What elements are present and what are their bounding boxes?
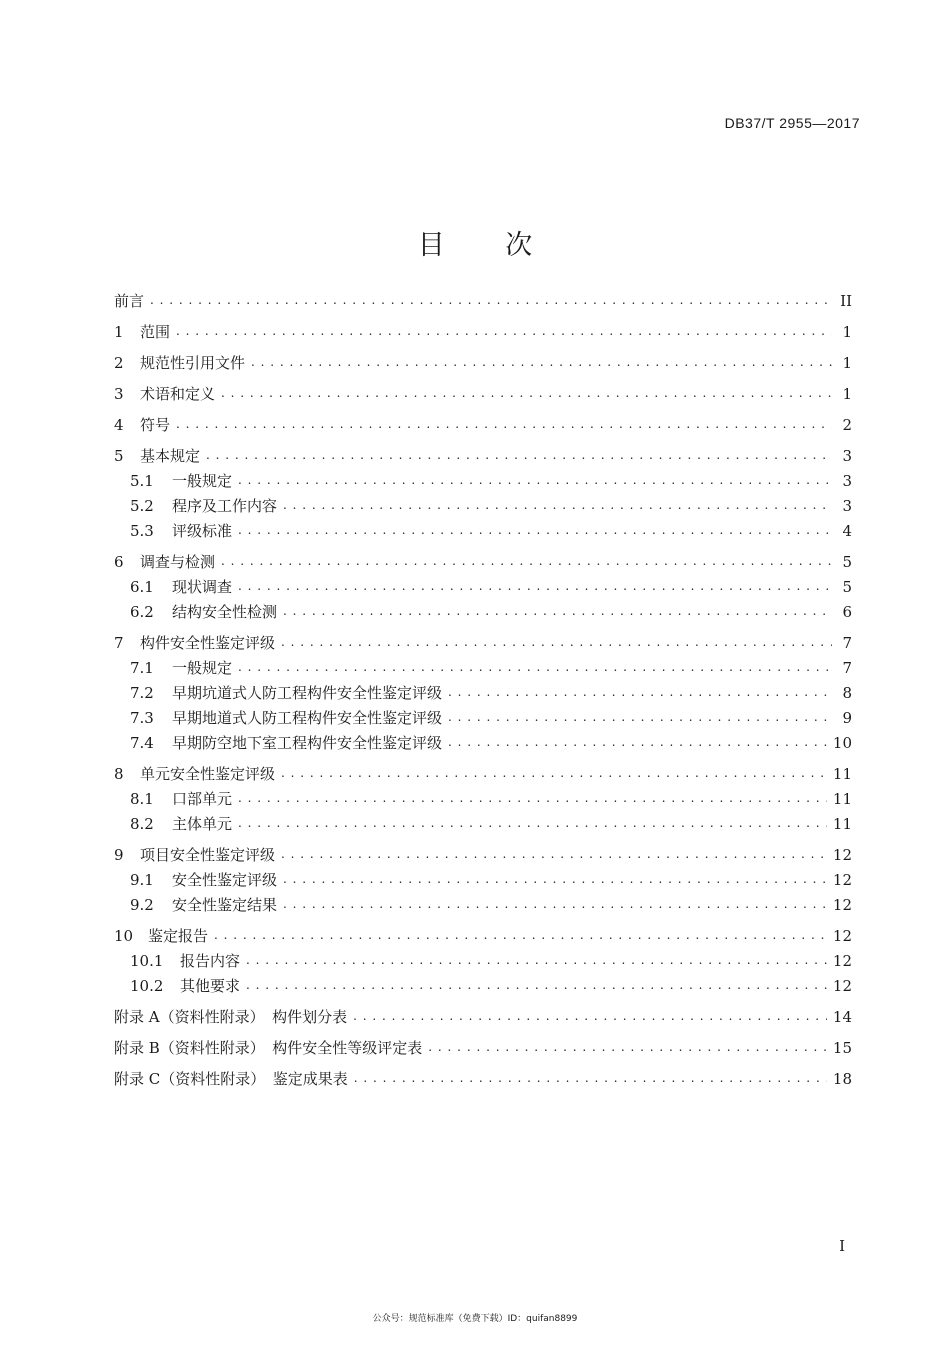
toc-dot-leader [246,953,827,967]
toc-entry-number: 7.2 [130,684,154,702]
toc-entry-label: 规范性引用文件 [140,354,246,372]
toc-entry-number: 3 [114,385,124,403]
toc-entry-number: 10.2 [130,977,164,995]
toc-entry-page: 2 [842,416,852,434]
toc-entry-page: 3 [842,472,852,490]
toc-entry-label: 基本规定 [140,447,201,465]
toc-entry-page: 12 [832,896,852,914]
toc-entry-label: 项目安全性鉴定评级 [140,846,276,864]
toc-entry-number: 4 [114,416,124,434]
toc-entry-label: 评级标准 [172,522,233,540]
toc-entry-number: 8.1 [130,790,154,808]
toc-entry-page: 1 [842,385,852,403]
toc-dot-leader [221,554,832,568]
toc-entry-page: 3 [842,497,852,515]
toc-entry-page: 12 [832,977,852,995]
toc-entry-number: 7.3 [130,709,154,727]
toc-entry-number: 8.2 [130,815,154,833]
toc-entry[interactable] [114,890,852,915]
toc-entry-label: 一般规定 [172,472,233,490]
toc-entry-label: 主体单元 [172,815,233,833]
toc-entry-label: 口部单元 [172,790,233,808]
toc-entry-label: 早期防空地下室工程构件安全性鉴定评级 [172,734,443,752]
toc-entry-label: 附录 A（资料性附录） 构件划分表 [114,1008,348,1026]
toc-entry[interactable] [114,516,852,541]
page-folio: I [839,1237,845,1255]
toc-entry-page: 11 [832,765,852,783]
toc-entry[interactable] [114,547,852,572]
toc-entry[interactable] [114,379,852,404]
toc-dot-leader [354,1071,827,1085]
toc-entry-label: 报告内容 [180,952,241,970]
toc-entry-label: 附录 C（资料性附录） 鉴定成果表 [114,1070,348,1088]
toc-entry-number: 9 [114,846,124,864]
toc-entry[interactable] [114,410,852,435]
toc-dot-leader [448,685,832,699]
table-of-contents [114,286,852,1089]
toc-dot-leader [214,928,827,942]
toc-entry-page: 3 [842,447,852,465]
toc-dot-leader [176,324,832,338]
toc-entry-page: 5 [842,578,852,596]
toc-entry-number: 10 [114,927,134,945]
toc-entry-number: 7 [114,634,124,652]
toc-entry[interactable] [114,286,852,311]
toc-entry-label: 单元安全性鉴定评级 [140,765,276,783]
toc-entry[interactable] [114,1064,852,1089]
toc-entry[interactable] [114,865,852,890]
toc-entry-number: 1 [114,323,124,341]
toc-entry-page: 12 [832,846,852,864]
toc-entry-number: 10.1 [130,952,164,970]
toc-entry[interactable] [114,784,852,809]
toc-entry-page: 11 [832,790,852,808]
toc-entry[interactable] [114,628,852,653]
toc-entry-page: 7 [842,634,852,652]
toc-entry-number: 7.4 [130,734,154,752]
toc-entry-label: 其他要求 [180,977,241,995]
toc-entry[interactable] [114,759,852,784]
toc-entry-page: 1 [842,354,852,372]
toc-entry-label: 早期坑道式人防工程构件安全性鉴定评级 [172,684,443,702]
toc-entry-page: 7 [842,659,852,677]
toc-entry-page: 10 [832,734,852,752]
toc-entry-number: 5.2 [130,497,154,515]
toc-entry-page: 8 [842,684,852,702]
toc-entry[interactable] [114,466,852,491]
toc-entry[interactable] [114,1002,852,1027]
toc-dot-leader [221,386,832,400]
toc-entry-number: 6.1 [130,578,154,596]
toc-entry-page: 4 [842,522,852,540]
footer-note: 公众号：规范标准库（免费下载）ID：quifan8899 [372,1314,578,1324]
toc-entry-page: 6 [842,603,852,621]
toc-dot-leader [238,473,832,487]
toc-dot-leader [283,872,827,886]
toc-dot-leader [246,978,827,992]
toc-entry[interactable] [114,921,852,946]
toc-entry-number: 9.1 [130,871,154,889]
toc-entry-label: 安全性鉴定评级 [172,871,278,889]
toc-entry-page: 15 [832,1039,852,1057]
toc-dot-leader [448,710,832,724]
toc-entry-number: 6 [114,553,124,571]
toc-entry-label: 结构安全性检测 [172,603,278,621]
toc-entry[interactable] [114,728,852,753]
toc-entry-label: 鉴定报告 [148,927,209,945]
toc-entry-label: 安全性鉴定结果 [172,896,278,914]
toc-dot-leader [251,355,832,369]
toc-entry[interactable] [114,946,852,971]
toc-entry-label: 附录 B（资料性附录） 构件安全性等级评定表 [114,1039,423,1057]
toc-entry[interactable] [114,840,852,865]
standard-code: DB37/T 2955—2017 [724,115,860,131]
toc-entry[interactable] [114,971,852,996]
toc-dot-leader [283,498,832,512]
toc-dot-leader [238,523,832,537]
toc-entry-number: 7.1 [130,659,154,677]
toc-dot-leader [238,816,827,830]
toc-entry-number: 5.1 [130,472,154,490]
toc-entry-page: 9 [842,709,852,727]
toc-entry-number: 8 [114,765,124,783]
toc-entry-number: 6.2 [130,603,154,621]
toc-entry-label: 构件安全性鉴定评级 [140,634,276,652]
toc-entry[interactable] [114,491,852,516]
toc-entry-label: 一般规定 [172,659,233,677]
toc-entry[interactable] [114,1033,852,1058]
toc-entry[interactable] [114,678,852,703]
toc-dot-leader [281,766,827,780]
toc-entry-label: 调查与检测 [140,553,216,571]
toc-dot-leader [281,847,827,861]
toc-entry-label: 术语和定义 [140,385,216,403]
toc-entry[interactable] [114,809,852,834]
toc-entry-page: II [840,292,852,310]
toc-entry-page: 5 [842,553,852,571]
toc-dot-leader [238,579,832,593]
toc-dot-leader [150,293,832,307]
toc-dot-leader [448,735,827,749]
toc-dot-leader [176,417,832,431]
toc-entry[interactable] [114,572,852,597]
toc-entry-number: 2 [114,354,124,372]
toc-entry[interactable] [114,348,852,373]
toc-entry-label: 符号 [140,416,171,434]
toc-entry-label: 早期地道式人防工程构件安全性鉴定评级 [172,709,443,727]
toc-entry[interactable] [114,703,852,728]
toc-entry-label: 前言 [114,292,145,310]
toc-dot-leader [283,604,832,618]
toc-entry-number: 5.3 [130,522,154,540]
toc-entry[interactable] [114,317,852,342]
toc-entry-label: 现状调查 [172,578,233,596]
toc-entry-page: 1 [842,323,852,341]
toc-entry[interactable] [114,441,852,466]
toc-entry-page: 12 [832,952,852,970]
toc-dot-leader [428,1040,827,1054]
toc-entry-number: 5 [114,447,124,465]
toc-entry[interactable] [114,597,852,622]
toc-entry-page: 18 [832,1070,852,1088]
toc-entry-page: 11 [832,815,852,833]
toc-dot-leader [238,660,832,674]
toc-entry[interactable] [114,653,852,678]
toc-dot-leader [281,635,832,649]
toc-entry-page: 14 [832,1008,852,1026]
toc-entry-page: 12 [832,871,852,889]
toc-dot-leader [206,448,832,462]
toc-dot-leader [283,897,827,911]
toc-dot-leader [238,791,827,805]
toc-dot-leader [353,1009,827,1023]
page-title: 目 次 [417,230,559,262]
toc-entry-page: 12 [832,927,852,945]
toc-entry-label: 程序及工作内容 [172,497,278,515]
toc-entry-label: 范围 [140,323,171,341]
toc-entry-number: 9.2 [130,896,154,914]
